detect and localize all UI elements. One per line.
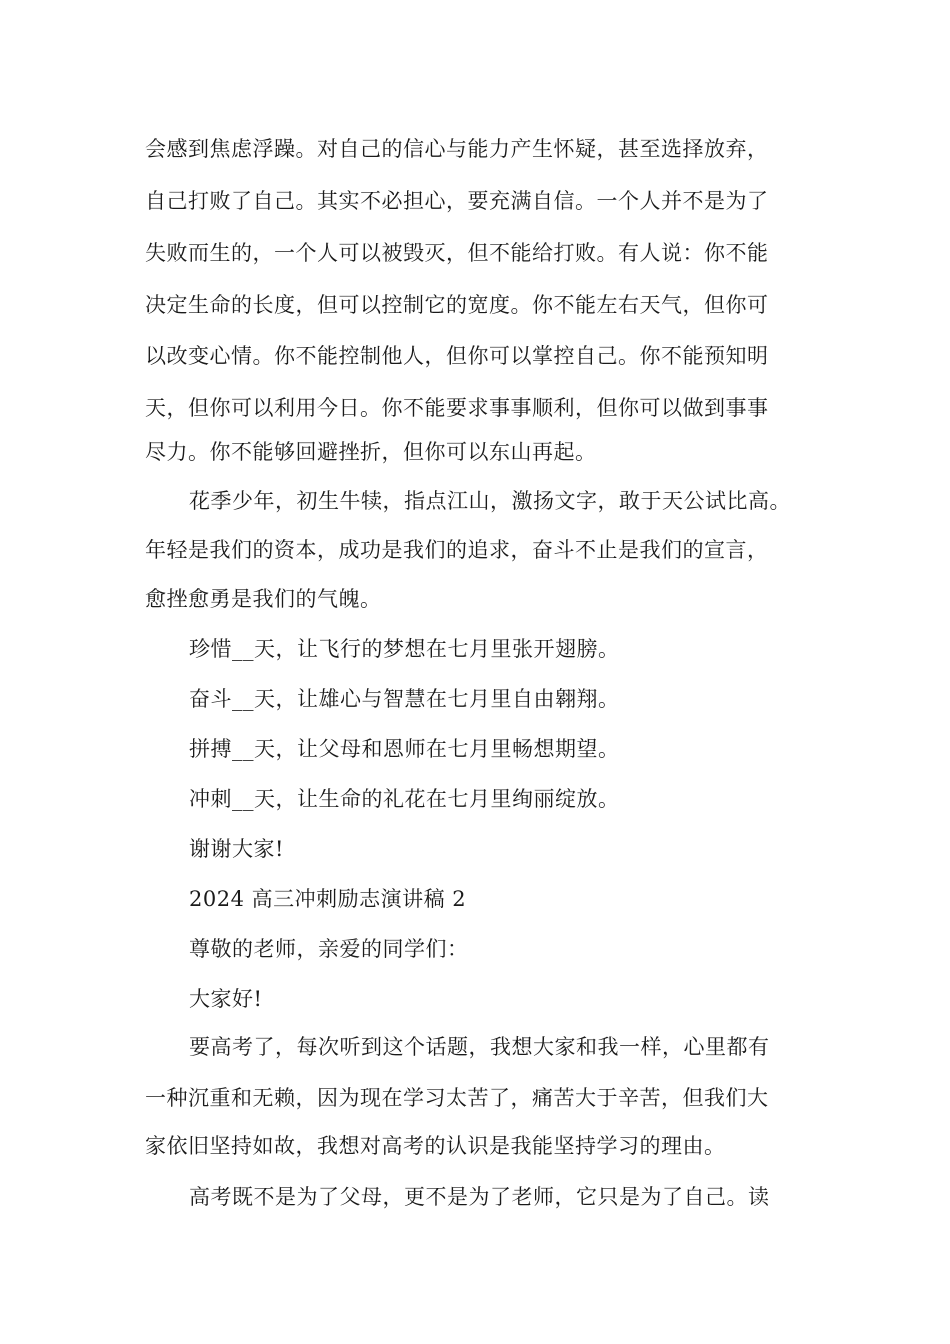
text-line: 天，但你可以利用今日。你不能要求事事顺利，但你可以做到事事 xyxy=(145,396,769,420)
text-line: 一种沉重和无赖，因为现在学习太苦了，痛苦大于辛苦，但我们大 xyxy=(145,1086,769,1110)
greeting: 大家好! xyxy=(189,987,263,1011)
text-line: 以改变心情。你不能控制他人，但你可以掌控自己。你不能预知明 xyxy=(145,344,769,368)
text-line: 花季少年，初生牛犊，指点江山，激扬文字，敢于天公试比高。 xyxy=(189,489,791,513)
text-line: 要高考了，每次听到这个话题，我想大家和我一样，心里都有 xyxy=(189,1035,770,1059)
text-line: 珍惜__天，让飞行的梦想在七月里张开翅膀。 xyxy=(189,637,620,661)
text-line: 愈挫愈勇是我们的气魄。 xyxy=(145,587,382,611)
text-line: 年轻是我们的资本，成功是我们的追求，奋斗不止是我们的宣言， xyxy=(145,538,769,562)
text-line: 奋斗__天，让雄心与智慧在七月里自由翱翔。 xyxy=(189,687,620,711)
text-line: 自己打败了自己。其实不必担心，要充满自信。一个人并不是为了 xyxy=(145,189,769,213)
text-line: 高考既不是为了父母，更不是为了老师，它只是为了自己。读 xyxy=(189,1185,770,1209)
text-line: 冲刺__天，让生命的礼花在七月里绚丽绽放。 xyxy=(189,787,620,811)
text-line: 会感到焦虑浮躁。对自己的信心与能力产生怀疑，甚至选择放弃， xyxy=(145,137,769,161)
section-heading: 2024 高三冲刺励志演讲稿 2 xyxy=(189,887,467,911)
text-line: 尽力。你不能够回避挫折，但你可以东山再起。 xyxy=(145,440,597,464)
text-line: 拼搏__天，让父母和恩师在七月里畅想期望。 xyxy=(189,737,620,761)
text-line: 谢谢大家! xyxy=(189,837,284,861)
text-line: 决定生命的长度，但可以控制它的宽度。你不能左右天气，但你可 xyxy=(145,293,769,317)
salutation: 尊敬的老师，亲爱的同学们： xyxy=(189,937,469,961)
text-line: 家依旧坚持如故，我想对高考的认识是我能坚持学习的理由。 xyxy=(145,1134,726,1158)
text-line: 失败而生的，一个人可以被毁灭，但不能给打败。有人说：你不能 xyxy=(145,241,769,265)
